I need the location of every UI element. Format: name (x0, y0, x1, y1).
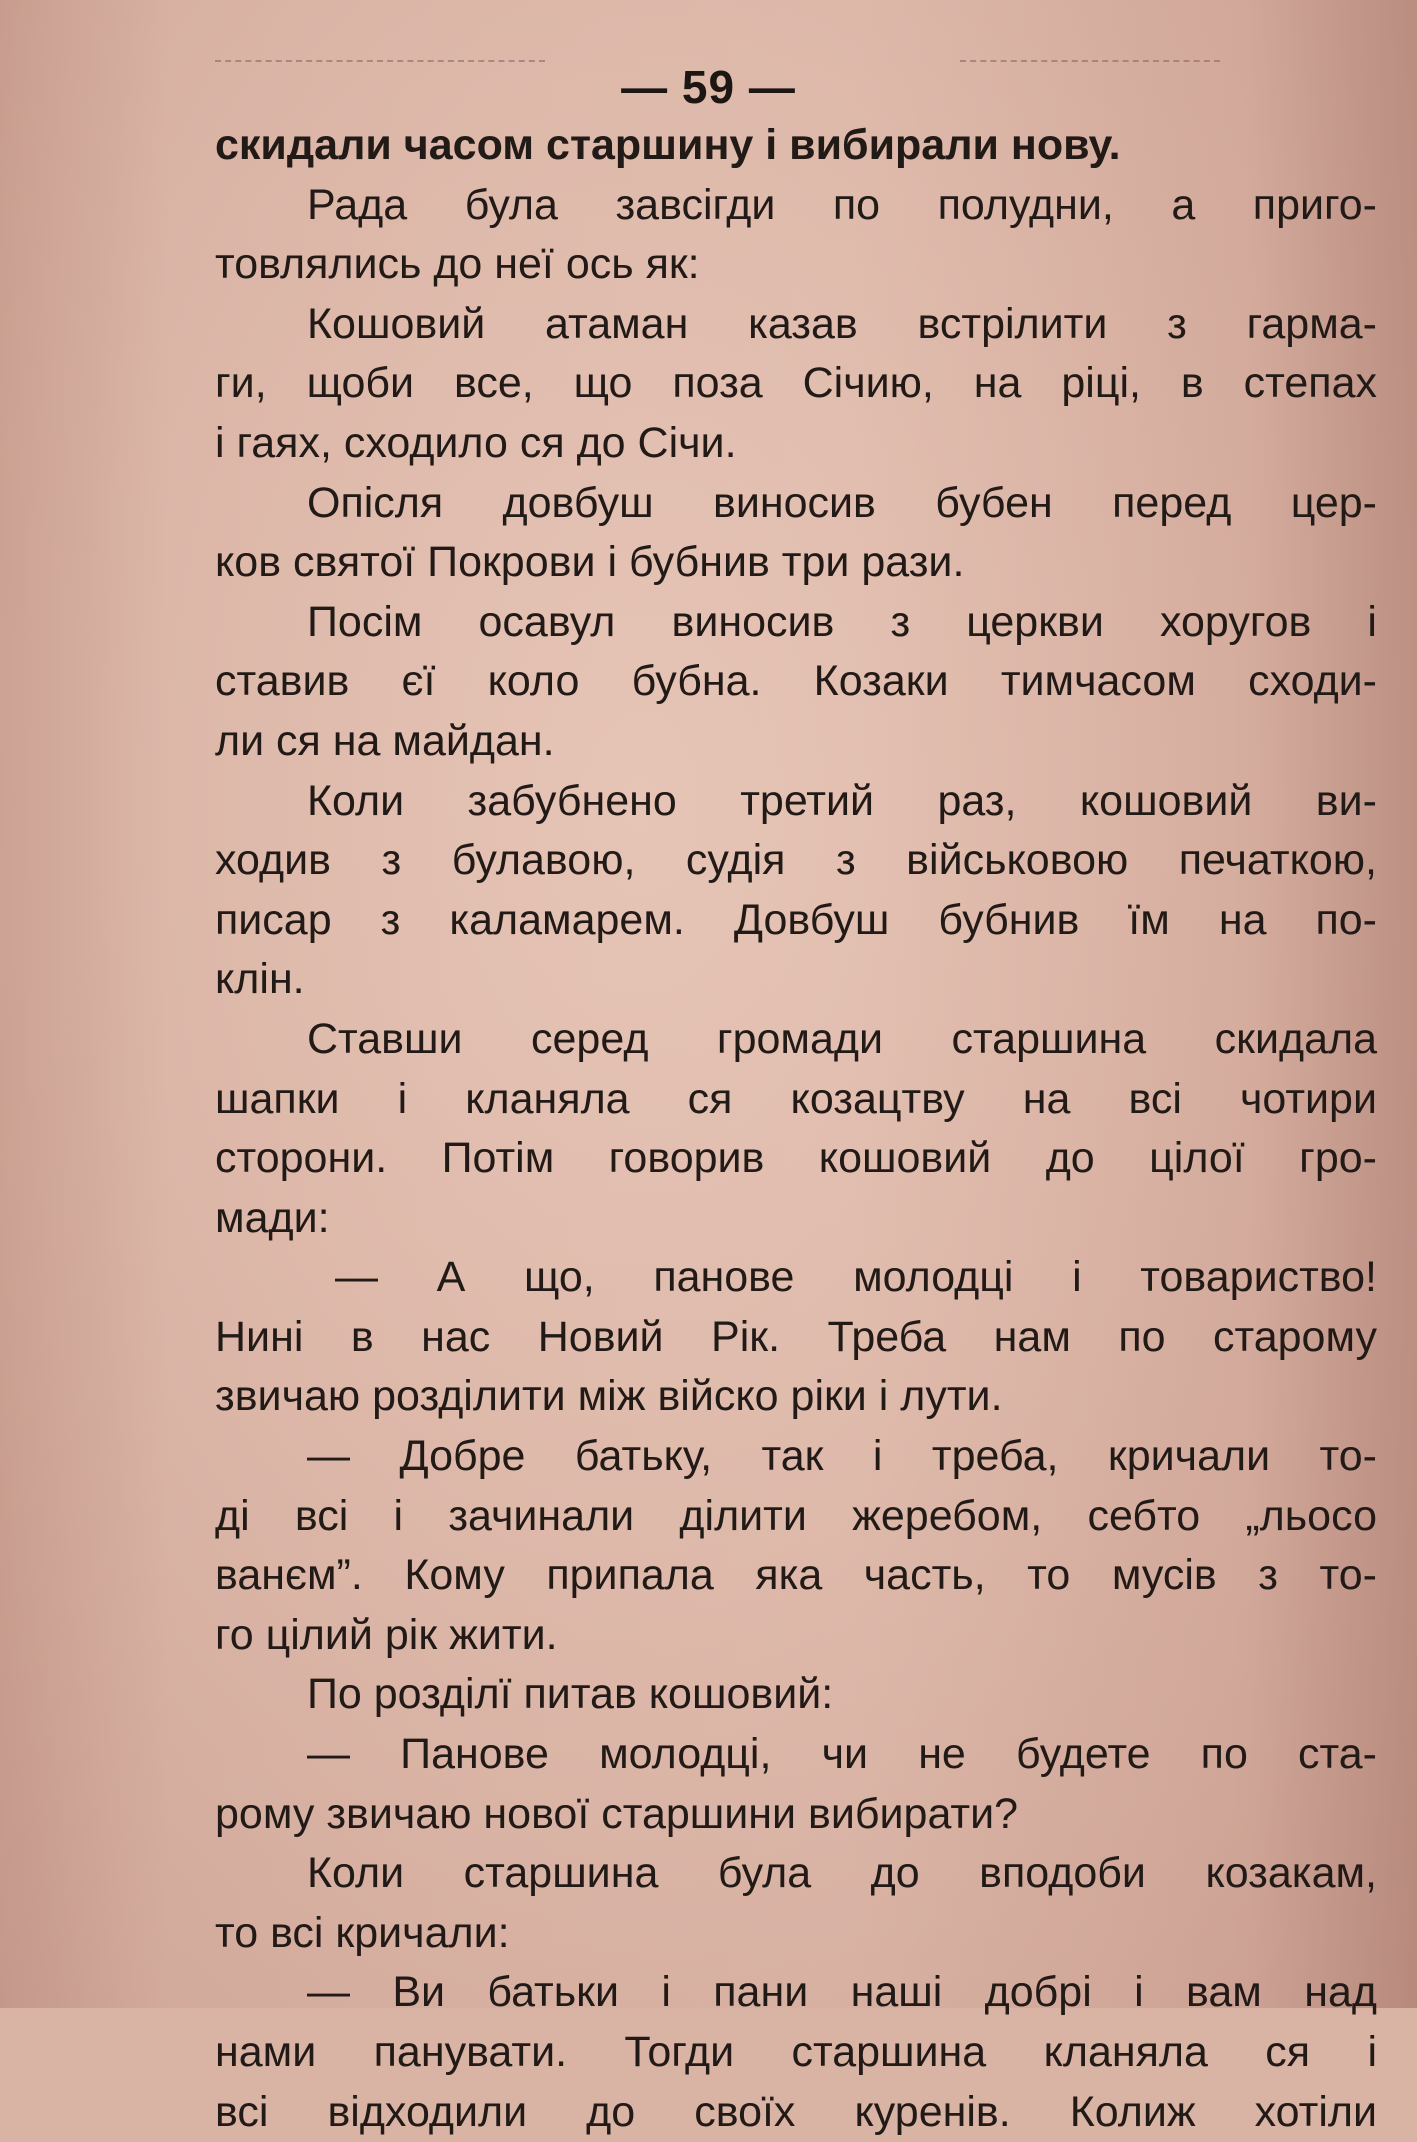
text-line: ков святої Покрови і бубнив три рази. (215, 538, 965, 587)
text-line: — Добре батьку, так і треба, кричали то- (307, 1432, 1377, 1481)
text-line: Коли старшина була до вподоби козакам, (307, 1849, 1377, 1898)
text-line: Опісля довбуш виносив бубен перед цер- (307, 478, 1377, 527)
text-line: Кошовий атаман казав встрілити з гарма- (307, 299, 1377, 348)
text-line: сторони. Потім говорив кошовий до цілої гро- (215, 1134, 1377, 1183)
text-line: рому звичаю нової старшини вибирати? (215, 1789, 1019, 1838)
text-line: — Панове молодці, чи не будете по ста- (307, 1730, 1377, 1779)
text-line: ванєм”. Кому припала яка часть, то мусів з то- (215, 1551, 1377, 1600)
text-line: ги, щоби все, що поза Січию, на ріці, в степах (215, 359, 1377, 408)
text-line: ли ся на майдан. (215, 716, 555, 765)
text-line: всі відходили до своїх куренів. Колиж хотіли (215, 2087, 1377, 2136)
text-line: і гаях, сходило ся до Січи. (215, 418, 737, 467)
text-line: Нині в нас Новий Рік. Треба нам по старому (215, 1312, 1377, 1361)
text-line: писар з каламарем. Довбуш бубнив їм на по- (215, 895, 1377, 944)
text-line: шапки і кланяла ся козацтву на всі чотири (215, 1074, 1377, 1123)
text-line: Коли забубнено третий раз, кошовий ви- (307, 776, 1377, 825)
text-line: Посім осавул виносив з церкви хоругов і (307, 597, 1377, 646)
text-line: Ставши серед громади старшина скидала (307, 1014, 1377, 1063)
text-line: — А що, панове молодці і товариство! (335, 1253, 1377, 1302)
text-line: то всі кричали: (215, 1908, 510, 1957)
text-line: звичаю розділити між війско ріки і лути. (215, 1372, 1003, 1421)
page-body-text (215, 116, 1377, 2142)
text-line: ходив з булавою, судія з військовою печаткою, (215, 836, 1377, 885)
text-line: скидали часом старшину і вибирали нову. (215, 121, 1121, 169)
text-line: го цілий рік жити. (215, 1610, 558, 1659)
text-line: — Ви батьки і пани наші добрі і вам над (307, 1968, 1377, 2017)
text-line: По розділї питав кошовий: (307, 1670, 834, 1719)
text-line: Рада була завсігди по полудни, а приго- (307, 180, 1377, 229)
page-number: — 59 — (621, 61, 796, 113)
text-line: ді всі і зачинали ділити жеребом, себто „льосо (215, 1491, 1377, 1540)
text-line: клін. (215, 955, 305, 1004)
text-line: нами панувати. Тогди старшина кланяла ся і (215, 2028, 1377, 2076)
text-line: ставив єї коло бубна. Козаки тимчасом сходи- (215, 657, 1377, 706)
text-line: товлялись до неї ось як: (215, 240, 700, 289)
text-line: мади: (215, 1193, 330, 1242)
